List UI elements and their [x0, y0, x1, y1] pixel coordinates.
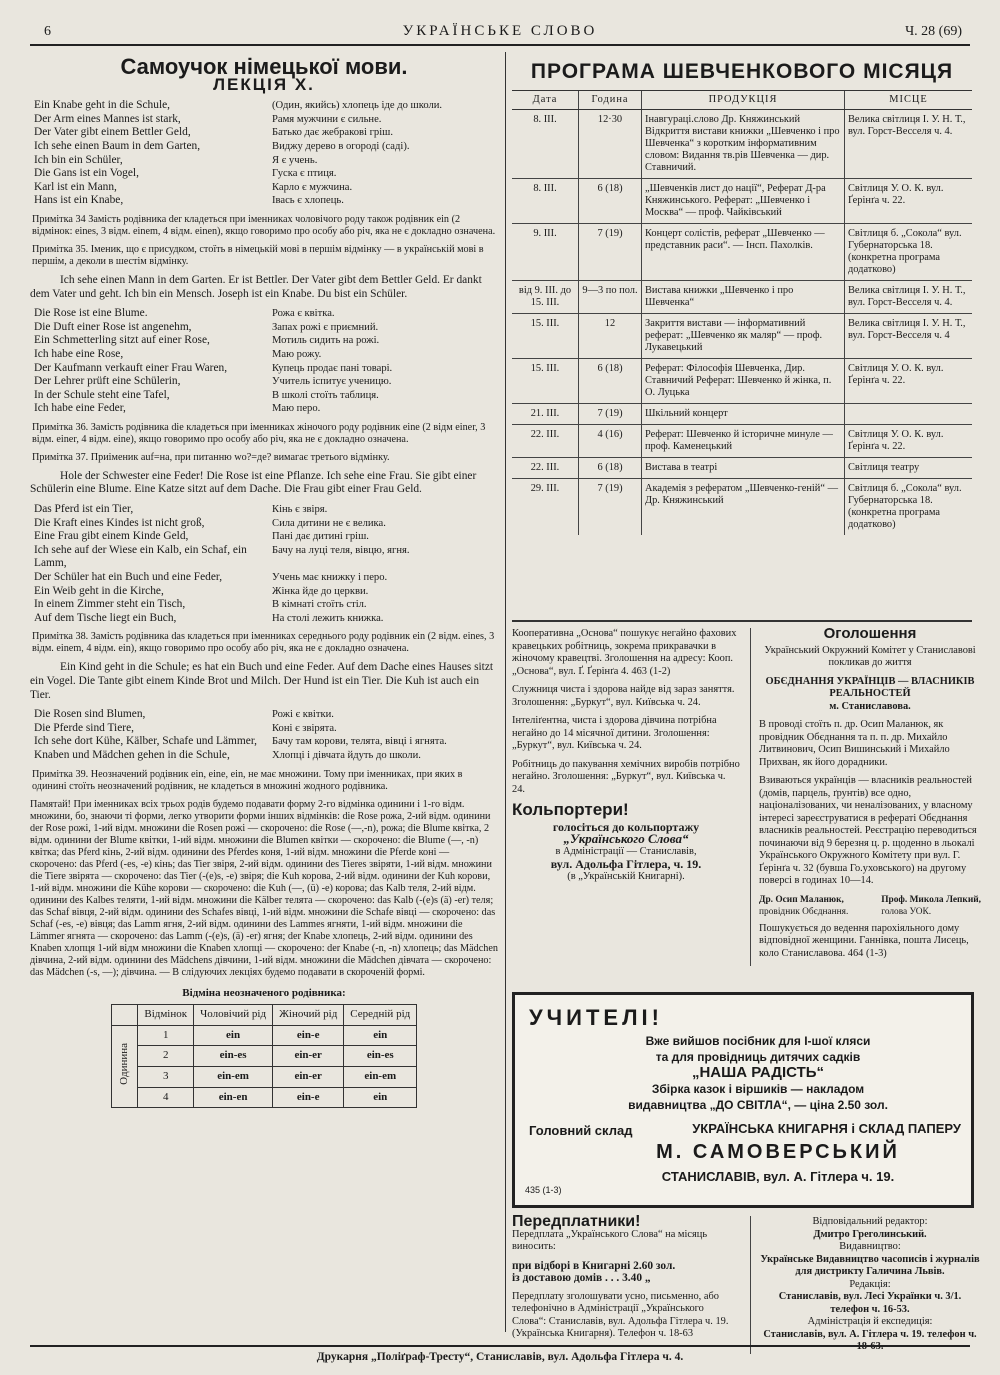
sentence-pair: [30, 126, 498, 140]
page-header: [30, 20, 970, 46]
ukrainian-translation: Гуска є птиця.: [272, 168, 337, 180]
sentence-pair: [30, 585, 498, 599]
program-col-event: ПРОДУКЦІЯ: [642, 91, 845, 110]
program-date: 21. III.: [512, 404, 579, 425]
program-event: Вистава книжки „Шевченко і про Шевченка“: [642, 281, 845, 314]
note-38: Примітка 38. Замість родівника das кладеться при іменниках середнього роду родівник ein (2 відм. eines, 3 відм. einem, 4 відм. ein), якщо говоримо про особу або річ, яка не є докладно означена.: [32, 631, 495, 655]
kolporter-line2: „Українського Слова“: [563, 831, 689, 846]
article-table-row: [111, 1066, 416, 1087]
program-time: 4 (16): [579, 425, 642, 458]
program-event: Інавгураці.слово Др. Княжинський Відкриття вистави книжки „Шевченко і про Шевченка“ з коротким інформативним словом: Видання тв.рів Шевченка — дир. Ставничий.: [642, 110, 845, 179]
article-table-cell: ein-en: [194, 1087, 273, 1108]
reading-paragraph-2: Hole der Schwester eine Feder! Die Rose ist eine Pflanze. Ich sehe eine Frau. Sie gibt einer Schülerin eine Blume. Eine Katze sitzt auf dem Dache. Die Frau gibt einer Frau Geld.: [30, 469, 477, 496]
ukrainian-translation: Я є учень.: [272, 154, 318, 166]
article-table-cell: ein-e: [273, 1087, 344, 1108]
program-date: 29. III.: [512, 479, 579, 536]
kolporter-line1: голосіться до кольпортажу: [552, 819, 700, 834]
program-row: [512, 224, 972, 281]
program-place: Світлиця У. О. К. вул. Ґерінґа ч. 22.: [845, 425, 973, 458]
program-event: Закриття вистави — інформативний реферат: „Шевченко як маляр“ — проф. Лукавецький: [642, 314, 845, 359]
ukrainian-translation: Івась є хлопець.: [272, 195, 344, 207]
german-sentence: Karl ist ein Mann,: [34, 180, 117, 193]
article-table-row: [111, 1087, 416, 1108]
program-event: Академія з рефератом „Шевченко-геній“ — Др. Княжинський: [642, 479, 845, 536]
ukrainian-translation: Маю рожу.: [272, 348, 322, 360]
program-row: [512, 425, 972, 458]
ukrainian-translation: Виджу дерево в огороді (саді).: [272, 140, 410, 152]
program-time: 7 (19): [579, 479, 642, 536]
german-sentence: Der Kaufmann verkauft einer Frau Waren,: [34, 361, 228, 374]
program-date: 22. III.: [512, 458, 579, 479]
kolporter-line4: вул. Адольфа Гітлера, ч. 19.: [550, 857, 702, 871]
issue-number: Ч. 28 (69): [905, 24, 962, 39]
teacher-ad-body: Вже вийшов посібник для І-шої кляси та для провідниць дитячих садків „НАША РАДІСТЬ“ Збірка казок і віршиків — накладом видавництва „ДО СВІТЛА“, — ціна 2.50 зол.: [628, 1034, 888, 1112]
sentence-pair: [30, 194, 498, 208]
german-sentence: Die Duft einer Rose ist angenehm,: [34, 320, 192, 333]
sentence-pair: [30, 167, 498, 181]
program-row: [512, 479, 972, 536]
german-sentence: Hans ist ein Knabe,: [34, 194, 124, 207]
kolporter-line3: в Адміністрації — Станиславів,: [555, 845, 697, 857]
ad-workers: Робітниць до пакування хемічних виробів потрібно негайно. Зголошення: „Буркут“, вул. Київська ч. 24.: [512, 758, 740, 795]
sentence-pair: [30, 530, 498, 544]
ukrainian-translation: Жінка йде до церкви.: [272, 585, 369, 597]
ad-osnova: Кооперативна „Основа“ пошукує негайно фахових кравецьких робітниць, зокрема прикравачки в жіночому кравецтві. Зголошення на адресу: Кооп. „Основа“, вул. Ґ. Ґерінґа 4. 463 (1-2): [512, 628, 737, 677]
program-time: 7 (19): [579, 224, 642, 281]
sentence-pair: [30, 735, 498, 749]
ukrainian-translation: Купець продає пані товарі.: [272, 362, 393, 374]
sentence-pair: [30, 389, 498, 403]
program-col-place: МІСЦЕ: [845, 91, 973, 110]
kolporter-line5: (в „Українській Книгарні).: [567, 870, 685, 882]
subscribers-ad: [512, 1213, 740, 1347]
german-sentence: Ich sehe dort Kühe, Kälber, Schafe und Lämmer,: [34, 735, 258, 748]
sentence-pair: [30, 402, 498, 416]
program-time: 9—3 по пол.: [579, 281, 642, 314]
german-sentence: Der Schüler hat ein Buch und eine Feder,: [34, 571, 223, 584]
teacher-ad-address: СТАНИСЛАВІВ, вул. А. Гітлера ч. 19.: [661, 1169, 895, 1184]
note-36: Примітка 36. Замість родівника die кладеться при іменниках жіночого роду родівник eine (2 відм einer, 3 відм. einer, 4 відм. eine), якщо говоримо про особу або річ, яка не є докладно означена.: [32, 421, 486, 445]
ukrainian-translation: Коні є звірята.: [272, 722, 337, 734]
announcement-city: м. Станиславова.: [829, 700, 911, 712]
article-table-side-label: Одинина: [117, 1043, 130, 1086]
announcement-signatures: Др. Осип Маланюк, провідник Обєднання. Проф. Микола Лепкий, голова УОК.: [759, 894, 981, 917]
ukrainian-translation: В кімнаті стоїть стіл.: [272, 599, 367, 611]
program-place: [845, 404, 973, 425]
program-time: 12·30: [579, 110, 642, 179]
german-sentence: In der Schule steht eine Tafel,: [34, 388, 170, 401]
article-table-cell: 1: [138, 1025, 194, 1046]
article-table-row: [111, 1025, 416, 1046]
german-sentence: In einem Zimmer steht ein Tisch,: [34, 598, 186, 611]
sentence-group-2: [30, 307, 498, 416]
program-event: Реферат: Філософія Шевченка, Дир. Ставничий Реферат: Шевченко й жінка, п. О. Луцька: [642, 359, 845, 404]
sentence-pair: [30, 598, 498, 612]
sentence-group-1: [30, 99, 498, 208]
program-date: 15. III.: [512, 359, 579, 404]
german-sentence: Knaben und Mädchen gehen in die Schule,: [34, 748, 230, 761]
program-row: [512, 179, 972, 224]
kolporter-title: Кольпортери!: [512, 800, 629, 819]
german-sentence: Die Pferde sind Tiere,: [34, 721, 134, 734]
program-place: Світлиця театру: [845, 458, 973, 479]
program-row: [512, 458, 972, 479]
program-table: [512, 90, 972, 535]
sentence-pair: [30, 181, 498, 195]
subscribers-title: Передплатники!: [512, 1213, 641, 1230]
article-table-cell: 3: [138, 1066, 194, 1087]
ukrainian-translation: Учень має книжку і перо.: [272, 572, 388, 584]
ukrainian-translation: Рамя мужчини є сильне.: [272, 113, 382, 125]
article-table-header: Жіночий рід: [273, 1005, 344, 1026]
program-place: Велика світлиця І. У. Н. Т., вул. Горст-Весселя ч. 4.: [845, 110, 973, 179]
sentence-group-4: [30, 708, 498, 762]
lesson-title: Самоучок німецької мови.: [120, 54, 408, 79]
ukrainian-translation: Пані дає дитині гріш.: [272, 531, 369, 543]
page-number: 6: [44, 24, 51, 39]
ukrainian-translation: (Один, якийсь) хлопець іде до школи.: [272, 100, 443, 112]
sentence-pair: [30, 749, 498, 763]
program-time: 12: [579, 314, 642, 359]
sentence-pair: [30, 154, 498, 168]
german-sentence: Ich habe eine Rose,: [34, 347, 124, 360]
teacher-ad-box: [512, 992, 974, 1208]
sentence-pair: [30, 307, 498, 321]
article-table-cell: ein-em: [344, 1066, 417, 1087]
german-sentence: Die Gans ist ein Vogel,: [34, 167, 139, 180]
ukrainian-translation: В школі стоїть таблиця.: [272, 389, 379, 401]
program-date: від 9. III. до 15. III.: [512, 281, 579, 314]
german-sentence: Die Kraft eines Kindes ist nicht groß,: [34, 516, 205, 529]
program-date: 9. III.: [512, 224, 579, 281]
subscribers-text1: Передплата „Українського Слова“ на місяць виносить:: [512, 1228, 708, 1252]
sentence-pair: [30, 362, 498, 376]
article-table-cell: ein-e: [273, 1025, 344, 1046]
sentence-pair: [30, 503, 498, 517]
program-time: 6 (18): [579, 458, 642, 479]
program-date: 8. III.: [512, 179, 579, 224]
note-35: Примітка 35. Іменик, що є присудком, стоїть в німецькій мові в першім відмінку — в українській мові в першім, а деколи в шестім відмінку.: [32, 243, 484, 267]
ukrainian-translation: Бачу там корови, телята, вівці і ягнята.: [272, 736, 447, 748]
reading-paragraph-1: Ich sehe einen Mann in dem Garten. Er ist Bettler. Der Vater gibt dem Bettler Geld. Er dankt dem Vater und geht. Ich bin ein Mensch. Joseph ist ein Knabe. Du bist ein Schüler.: [30, 273, 482, 300]
note-34: Примітка 34 Замість родівника der кладеться при іменниках чоловічого роду також родівник ein (2 відмінок: eines, 3 відм. einem, 4 відм. einen), якщо говоримо про особу або річ, яка не є докладно означена.: [32, 213, 496, 237]
article-table-row: [111, 1046, 416, 1067]
german-sentence: Ich sehe auf der Wiese ein Kalb, ein Schaf, ein Lamm,: [34, 543, 247, 570]
program-time: 6 (18): [579, 179, 642, 224]
program-col-time: Година: [579, 91, 642, 110]
program-place: Світлиця У. О. К. вул. Ґерінґа ч. 22.: [845, 359, 973, 404]
german-sentence: Der Arm eines Mannes ist stark,: [34, 112, 181, 125]
article-table-cell: ein-es: [194, 1046, 273, 1067]
sentence-group-3: [30, 503, 498, 625]
article-table-cell: 4: [138, 1087, 194, 1108]
sentence-pair: [30, 99, 498, 113]
program-place: Велика світлиця І. У. Н. Т., вул. Горст-Весселя ч. 4.: [845, 281, 973, 314]
ukrainian-translation: Хлопці і дівчата йдуть до школи.: [272, 749, 421, 761]
ukrainian-translation: Батько дає жебракові гріш.: [272, 127, 393, 139]
ads-separator: [512, 620, 972, 622]
ukrainian-translation: Маю перо.: [272, 403, 321, 415]
german-sentence: Ein Schmetterling sitzt auf einer Rose,: [34, 334, 210, 347]
teacher-ad-owner: М. САМОВЕРСЬКИЙ: [656, 1141, 900, 1163]
german-sentence: Ich habe eine Feder,: [34, 402, 126, 415]
sentence-pair: [30, 708, 498, 722]
subscribers-price1: при відборі в Книгарні 2.60 зол.: [512, 1259, 676, 1272]
lesson-column: [30, 52, 498, 1334]
article-table-cell: ein-es: [344, 1046, 417, 1067]
teacher-ad-title: УЧИТЕЛІ!: [529, 1005, 663, 1030]
program-date: 15. III.: [512, 314, 579, 359]
german-sentence: Ich sehe einen Baum in dem Garten,: [34, 139, 201, 152]
teacher-ad-store: УКРАЇНСЬКА КНИГАРНЯ і СКЛАД ПАПЕРУ: [692, 1121, 961, 1136]
announcement-org: ОБЄДНАННЯ УКРАЇНЦІВ — ВЛАСНИКІВ РЕАЛЬНОСТЕЙ: [765, 675, 975, 699]
announcement-text2: В проводі стоїть п. др. Осип Маланюк, як провідник Обєднання та п. п. др. Михайло Литвинович, Осип Вишинський і Михайло Прихван, як його дорадники.: [759, 719, 950, 768]
sentence-pair: [30, 140, 498, 154]
program-event: Шкільний концерт: [642, 404, 845, 425]
ukrainian-translation: Мотиль сидить на рожі.: [272, 335, 380, 347]
program-event: Концерт солістів, реферат „Шевченко — представник раси“. — Інсп. Пахолків.: [642, 224, 845, 281]
german-sentence: Ein Weib geht in die Kirche,: [34, 584, 164, 597]
sentence-pair: [30, 722, 498, 736]
announcement-text3: Взиваються українців — власників реальностей (домів, парцель, ґрунтів) все одно, націоналізованих, чи неналізованих, у власному інтересі зареєструватися в рефераті Обєднання власників реальностей. Реєстрацію переводиться починаючи від 9 березня ц. р. щоденно в льокалі Українського Окружного Комітету при вул. Г. Ґерінґа ч. 32 (бувша Го.уховського) на другому поверсі в годинах 10—14.: [759, 775, 977, 886]
ukrainian-translation: Бачу на луці теля, вівцю, ягня.: [272, 544, 410, 556]
reading-paragraph-3: Ein Kind geht in die Schule; es hat ein Buch und eine Feder. Auf dem Dache eines Hauses sitzt ein Vogel. Die Tante gibt einem Kinde Brot und Milch. Der Hund ist ein Tier. Die Kuh ist auch ein Tier.: [30, 661, 494, 701]
article-table-header: Відмінок: [138, 1005, 194, 1026]
program-place: Світлиця б. „Сокола“ вул. Губернаторська 18. (конкретна програма додатково): [845, 224, 973, 281]
column-divider: [505, 52, 506, 1332]
german-sentence: Das Pferd ist ein Tier,: [34, 503, 134, 516]
teacher-ad-code: 435 (1-3): [525, 1185, 562, 1195]
ads-area: [512, 620, 981, 1352]
program-time: 6 (18): [579, 359, 642, 404]
announcement-text1: Український Окружний Комітет у Станиславові покликав до життя: [764, 644, 976, 668]
german-sentence: Der Vater gibt einem Bettler Geld,: [34, 126, 191, 139]
ukrainian-translation: Запах рожі є приємний.: [272, 321, 379, 333]
article-table-cell: ein-em: [194, 1066, 273, 1087]
program-place: Світлиця У. О. К. вул. Ґерінґа ч. 22.: [845, 179, 973, 224]
program-title: ПРОГРАМА ШЕВЧЕНКОВОГО МІСЯЦЯ: [530, 60, 954, 83]
article-table-cell: 2: [138, 1046, 194, 1067]
note-37: Примітка 37. Приіменик auf=на, при питанню wo?=де? вимагає третього відмінку.: [32, 451, 390, 463]
ukrainian-translation: Сила дитини не є велика.: [272, 517, 386, 529]
german-sentence: Auf dem Tische liegt ein Buch,: [34, 611, 177, 624]
ads-right: [750, 625, 981, 966]
right-column: [512, 52, 981, 1352]
article-table-title: Відміна неозначеного родівника:: [182, 986, 346, 999]
program-time: 7 (19): [579, 404, 642, 425]
german-sentence: Ein Knabe geht in die Schule,: [34, 99, 171, 112]
announcement-text4: Пошукується до ведення парохіяльного дому відповідної женщини. Ганнівка, пошта Лисець, коло Станиславова. 464 (1-3): [759, 922, 969, 959]
ad-servant: Служниця чиста і здорова найде від зараз заняття. Зголошення: „Буркут“, вул. Київська ч. 24.: [512, 684, 735, 708]
program-row: [512, 281, 972, 314]
program-place: Велика світлиця І. У. Н. Т., вул. Горст-Весселя ч. 4: [845, 314, 973, 359]
german-sentence: Die Rosen sind Blumen,: [34, 708, 146, 721]
program-event: Вистава в театрі: [642, 458, 845, 479]
program-row: [512, 404, 972, 425]
sentence-pair: [30, 348, 498, 362]
subscribers-price2: із доставою домів . . . 3.40 „: [512, 1272, 651, 1284]
program-place: Світлиця б. „Сокола“ вул. Губернаторська 18. (конкретна програма додатково): [845, 479, 973, 536]
article-table-cell: ein-er: [273, 1046, 344, 1067]
ads-left: [512, 628, 740, 883]
program-row: [512, 110, 972, 179]
sentence-pair: [30, 334, 498, 348]
program-date: 22. III.: [512, 425, 579, 458]
imprint: Відповідальний редактор: Дмитро Греголинський. Видавництво: Українське Видавництво часописів і журналів для дистрикту Галичина Львів. Редакція: Станиславів, вул. Лесі Українки ч. 3/1. телефон ч. 16-53. Адміністрація й експедиція: Станиславів, вул. А. Гітлера ч. 19. телефон ч. 18-63.: [750, 1216, 981, 1354]
article-table-cell: ein: [194, 1025, 273, 1046]
sentence-pair: [30, 517, 498, 531]
program-event: „Шевченків лист до нації“, Реферат Д-ра Княжинського. Реферат: „Шевченко і Москва“ — проф. Чайківський: [642, 179, 845, 224]
lesson-subtitle: ЛЕКЦІЯ X.: [213, 74, 315, 94]
ukrainian-translation: На столі лежить книжка.: [272, 612, 384, 624]
ukrainian-translation: Карло є мужчина.: [272, 181, 353, 193]
article-table-header: Середній рід: [344, 1005, 417, 1026]
teacher-ad-store-label: Головний склад: [529, 1123, 633, 1138]
ukrainian-translation: Рожа є квітка.: [272, 308, 335, 320]
note-39: Примітка 39. Неозначений родівник ein, eine, ein, не має множини. Тому при іменниках, при яких в одинині стоїть неозначений родівник, не кладеться в множині жодного родівника.: [32, 768, 463, 792]
article-table-header: Чоловічий рід: [194, 1005, 273, 1026]
program-row: [512, 314, 972, 359]
article-table-cell: ein-er: [273, 1066, 344, 1087]
sentence-pair: [30, 375, 498, 389]
ad-girl: Інтеліґентна, чиста і здорова дівчина потрібна негайно до 14 місячної дитини. Зголошення: „Буркут“, вул. Київська ч. 24.: [512, 715, 717, 751]
ukrainian-translation: Учитель іспитує ученицю.: [272, 376, 392, 388]
ukrainian-translation: Кінь є звіря.: [272, 504, 328, 516]
article-table-cell: ein: [344, 1087, 417, 1108]
article-declension-table: [111, 1004, 417, 1108]
german-sentence: Ich bin ein Schüler,: [34, 153, 123, 166]
sentence-pair: [30, 544, 498, 571]
program-col-date: Дата: [512, 91, 579, 110]
announcement-title: Оголошення: [823, 625, 917, 642]
sentence-pair: [30, 321, 498, 335]
sentence-pair: [30, 571, 498, 585]
article-table-cell: ein: [344, 1025, 417, 1046]
german-sentence: Der Lehrer prüft eine Schülerin,: [34, 375, 181, 388]
german-sentence: Eine Frau gibt einem Kinde Geld,: [34, 530, 189, 543]
ukrainian-translation: Рожі є квітки.: [272, 709, 334, 721]
program-row: [512, 359, 972, 404]
remember-paragraph: Памятай! При іменниках всіх трьох родів будемо подавати форму 2-го відмінка одинини і 1-го відм. множини, бо, знаючи ті форми, легко утворити форми інших відмінків: die Rose рожа, 2-ий відм. одинини der Rose рожі, 1-ий відм. множини die Rosen рожі — скорочено: die Rose (—,-n), рожа; die Blume квітка, 2 відм. одинини der Blume квітки, 1-ий відм. множини die Blumen квітки — скорочено: die Blume (—, -n) квітка; das Pferd кінь, 2-ий відм. одинини des Pferdes коня, 1-ий відм. множини die Pferde коні — скорочено: das Pferd (-es, -e) кінь; das Tier звіря, 2-ий відм. одинини des Tieres звіряти, 1-ий відм. множини die Tiere звірята — скорочено: das Tier (-(e)s, -e) звіря; die Kuh корова, 2-ий відм. одинини der Kuh корови, 1-ий відм. множини die Kühe корови — скорочено: die Kuh (—, (ü) -e) корова; das Kalb теля, 2-ий відм. одинини des Kalbes теляти, 1-ий відм. множини die Kälber телята — скорочено: das Kalb (-(e)s (ä) -er) теля; das Schaf вівця, 2-ий відм. одинини des Schafes вівці, 1-ий відм. множини die Schafe вівці — скорочено: das Schaf (-es, -e) вівця; das Lamm ягня, 2-ий відм. одинини des Lammes ягняти, 1-ий відм. множини die Lämmer ягнята — скорочено: das Lamm (-(e)s, (ä) -er) ягня; der Knabe хлопець, 2-ий відм. одинини des Knaben хлопця 1-ий відм множини die Knaben хлопці — скорочено: der Knabe (-n, -n) хлопець; das Mädchen дівчина, 2-ий відм. одинини des Mädchens дівчини, 1-ий відм. множини die Mädchen дівчата — скорочено: das Mädchen (-s, —); дівчина. — В слідуючих лекціях будемо подавати в скороченій формі.: [30, 798, 498, 978]
program-event: Реферат: Шевченко й історичне минуле — проф. Каменецький: [642, 425, 845, 458]
program-date: 8. III.: [512, 110, 579, 179]
sentence-pair: [30, 612, 498, 626]
german-sentence: Die Rose ist eine Blume.: [34, 307, 148, 320]
printer-footer: Друкарня „Поліґраф-Тресту“, Станиславів, вул. Адольфа Гітлера ч. 4.: [30, 1345, 970, 1363]
sentence-pair: [30, 113, 498, 127]
subscribers-text2: Передплату зголошувати усно, письменно, або телефонічно в Адміністрації „Українського Слова“: Станиславів, вул. Адольфа Гітлера ч. 19. (Українська Книгарня). Телефон ч. 18-63: [512, 1290, 729, 1339]
newspaper-title: УКРАЇНСЬКЕ СЛОВО: [402, 23, 598, 39]
